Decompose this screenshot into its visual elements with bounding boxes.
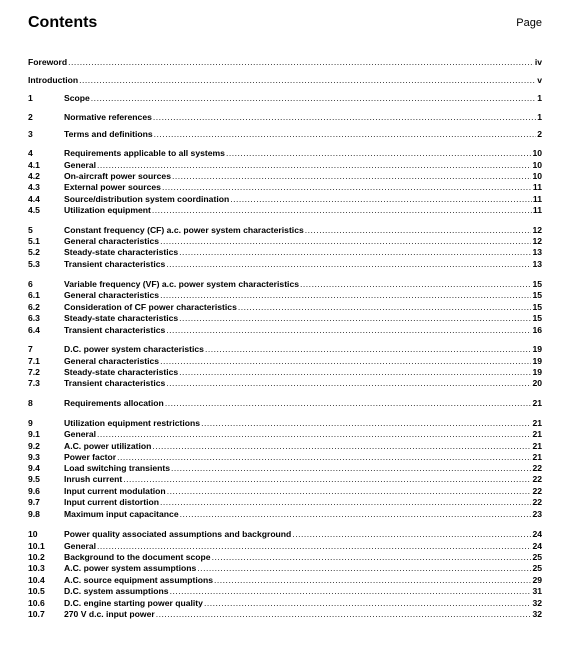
toc-entry-title: Terms and definitions <box>64 129 153 139</box>
dot-leader <box>165 398 532 408</box>
dot-leader <box>167 486 532 496</box>
toc-entry-page-number: 13 <box>532 259 542 269</box>
toc-entry-page-number: 21 <box>532 441 542 451</box>
dot-leader <box>201 418 531 428</box>
toc-entry-page-number: 11 <box>532 182 542 192</box>
toc-entry-title: D.C. system assumptions <box>64 586 169 596</box>
toc-entry-page-number: 10 <box>532 148 542 158</box>
toc-entry[interactable] <box>28 586 542 596</box>
toc-entry[interactable] <box>28 75 542 85</box>
dot-leader <box>230 194 532 204</box>
toc-entry-page-number: 31 <box>532 586 542 596</box>
toc-entry[interactable] <box>28 93 542 103</box>
toc-entry-page-number: 2 <box>537 129 542 139</box>
toc-entry-title: Steady-state characteristics <box>64 247 179 257</box>
dot-leader <box>91 93 536 103</box>
toc-entry-title: Utilization equipment <box>64 205 151 215</box>
toc-entry[interactable] <box>28 148 542 158</box>
toc-entry[interactable] <box>28 182 542 192</box>
dot-leader <box>79 75 536 85</box>
toc-entry-number: 4.4 <box>28 194 40 204</box>
toc-entry-number: 7.1 <box>28 356 40 366</box>
toc-entry[interactable] <box>28 452 542 462</box>
toc-entry-number: 10.3 <box>28 563 45 573</box>
dot-leader <box>166 378 531 388</box>
dot-leader <box>166 325 531 335</box>
toc-entry[interactable] <box>28 398 542 408</box>
toc-entry-title: Steady-state characteristics <box>64 367 179 377</box>
toc-entry-page-number: 15 <box>532 279 542 289</box>
toc-entry-number: 7 <box>28 344 33 354</box>
toc-entry-title: D.C. power system characteristics <box>64 344 204 354</box>
toc-entry-page-number: 12 <box>532 225 542 235</box>
toc-entry[interactable] <box>28 563 542 573</box>
dot-leader <box>117 452 531 462</box>
toc-entry-number: 10.4 <box>28 575 45 585</box>
toc-entry-page-number: iv <box>534 57 542 67</box>
toc-entry-title: Transient characteristics <box>64 378 166 388</box>
dot-leader <box>179 313 531 323</box>
toc-entry-page-number: 21 <box>532 418 542 428</box>
toc-entry-page-number: 23 <box>532 509 542 519</box>
toc-entry-page-number: 32 <box>532 609 542 619</box>
toc-entry[interactable] <box>28 356 542 366</box>
toc-entry[interactable] <box>28 367 542 377</box>
toc-entry-page-number: 12 <box>532 236 542 246</box>
toc-entry-number: 9.7 <box>28 497 40 507</box>
toc-entry-number: 4 <box>28 148 33 158</box>
toc-entry-page-number: 16 <box>532 325 542 335</box>
toc-entry-number: 4.2 <box>28 171 40 181</box>
dot-leader <box>212 552 532 562</box>
dot-leader <box>156 609 532 619</box>
toc-entry-title: Power factor <box>64 452 117 462</box>
page-column-label: Page <box>516 17 542 29</box>
toc-entry[interactable] <box>28 112 542 122</box>
toc-entry-number: 4.5 <box>28 205 40 215</box>
toc-entry-title: Maximum input capacitance <box>64 509 179 519</box>
toc-entry-page-number: 11 <box>532 194 542 204</box>
toc-entry[interactable] <box>28 225 542 235</box>
toc-entry-title: External power sources <box>64 182 161 192</box>
toc-entry-title: Scope <box>64 93 90 103</box>
toc-entry-page-number: 22 <box>532 463 542 473</box>
toc-entry[interactable] <box>28 247 542 257</box>
toc-entry-page-number: 15 <box>532 313 542 323</box>
toc-entry-title: Transient characteristics <box>64 259 166 269</box>
toc-entry-number: 9.4 <box>28 463 40 473</box>
toc-entry-number: 6.2 <box>28 302 40 312</box>
toc-entry-number: 4.3 <box>28 182 40 192</box>
toc-entry-number: 9.6 <box>28 486 40 496</box>
dot-leader <box>197 563 531 573</box>
toc-entry-title: Inrush current <box>64 474 123 484</box>
toc-entry-number: 9 <box>28 418 33 428</box>
toc-entry-title: Transient characteristics <box>64 325 166 335</box>
toc-entry-title: General characteristics <box>64 356 160 366</box>
toc-entry-title: Requirements applicable to all systems <box>64 148 225 158</box>
toc-entry-number: 10 <box>28 529 38 539</box>
dot-leader <box>160 236 531 246</box>
toc-entry[interactable] <box>28 313 542 323</box>
toc-entry-title: Background to the document scope <box>64 552 211 562</box>
toc-entry[interactable] <box>28 575 542 585</box>
toc-entry[interactable] <box>28 290 542 300</box>
toc-entry-title: A.C. power utilization <box>64 441 152 451</box>
toc-entry-page-number: 11 <box>532 205 542 215</box>
toc-entry-page-number: 21 <box>532 398 542 408</box>
page-title: Contents <box>28 14 98 31</box>
toc-entry-page-number: 22 <box>532 486 542 496</box>
toc-entry-title: Constant frequency (CF) a.c. power system characteristics <box>64 225 304 235</box>
toc-entry-number: 6.4 <box>28 325 40 335</box>
toc-entry-page-number: 25 <box>532 563 542 573</box>
dot-leader <box>152 205 532 215</box>
dot-leader <box>160 497 531 507</box>
dot-leader <box>123 474 531 484</box>
toc-entry[interactable] <box>28 529 542 539</box>
toc-entry[interactable] <box>28 609 542 619</box>
toc-entry-title: General <box>64 541 97 551</box>
toc-entry[interactable] <box>28 57 542 67</box>
toc-entry-title: General characteristics <box>64 236 160 246</box>
dot-leader <box>305 225 532 235</box>
toc-entry[interactable] <box>28 497 542 507</box>
dot-leader <box>166 259 531 269</box>
toc-entry-page-number: 21 <box>532 429 542 439</box>
toc-entry-title: Requirements allocation <box>64 398 164 408</box>
toc-entry-number: 5.1 <box>28 236 40 246</box>
toc-entry-number: 2 <box>28 112 33 122</box>
toc-entry-number: 8 <box>28 398 33 408</box>
toc-entry-title: Input current distortion <box>64 497 160 507</box>
dot-leader <box>226 148 531 158</box>
dot-leader <box>204 598 531 608</box>
toc-entry-number: 10.1 <box>28 541 45 551</box>
toc-entry-page-number: 19 <box>532 367 542 377</box>
toc-entry-number: 4.1 <box>28 160 40 170</box>
toc-entry-title: Foreword <box>28 57 68 67</box>
dot-leader <box>97 429 531 439</box>
toc-entry-number: 9.5 <box>28 474 40 484</box>
dot-leader <box>292 529 531 539</box>
dot-leader <box>170 586 532 596</box>
toc-entry-page-number: v <box>537 75 542 85</box>
toc-entry-number: 10.2 <box>28 552 45 562</box>
toc-entry-number: 7.3 <box>28 378 40 388</box>
toc-entry-title: A.C. source equipment assumptions <box>64 575 213 585</box>
toc-entry[interactable] <box>28 509 542 519</box>
toc-entry-page-number: 22 <box>532 474 542 484</box>
toc-entry[interactable] <box>28 344 542 354</box>
toc-entry[interactable] <box>28 129 542 139</box>
dot-leader <box>179 367 531 377</box>
toc-entry-page-number: 24 <box>532 541 542 551</box>
toc-entry-title: D.C. engine starting power quality <box>64 598 203 608</box>
toc-entry-title: General characteristics <box>64 290 160 300</box>
toc-entry-number: 5.2 <box>28 247 40 257</box>
dot-leader <box>160 356 531 366</box>
toc-entry-number: 9.1 <box>28 429 40 439</box>
toc-entry-page-number: 21 <box>532 452 542 462</box>
dot-leader <box>205 344 531 354</box>
toc-entry-number: 9.3 <box>28 452 40 462</box>
toc-entry-number: 10.5 <box>28 586 45 596</box>
dot-leader <box>180 509 532 519</box>
toc-entry-page-number: 20 <box>532 378 542 388</box>
toc-entry[interactable] <box>28 259 542 269</box>
dot-leader <box>97 541 531 551</box>
toc-entry-page-number: 24 <box>532 529 542 539</box>
toc-entry-page-number: 22 <box>532 497 542 507</box>
dot-leader <box>68 57 534 67</box>
toc-entry-title: On-aircraft power sources <box>64 171 171 181</box>
toc-entry-number: 1 <box>28 93 33 103</box>
dot-leader <box>160 290 531 300</box>
toc-entry[interactable] <box>28 378 542 388</box>
toc-entry-page-number: 29 <box>532 575 542 585</box>
toc-entry[interactable] <box>28 160 542 170</box>
toc-entry-page-number: 10 <box>532 171 542 181</box>
toc-entry-number: 3 <box>28 129 33 139</box>
toc-entry-number: 6.1 <box>28 290 40 300</box>
toc-entry-page-number: 19 <box>532 356 542 366</box>
toc-entry-number: 9.2 <box>28 441 40 451</box>
toc-entry[interactable] <box>28 325 542 335</box>
toc-entry-number: 10.6 <box>28 598 45 608</box>
toc-entry-page-number: 32 <box>532 598 542 608</box>
toc-entry-page-number: 15 <box>532 302 542 312</box>
toc-entry[interactable] <box>28 418 542 428</box>
toc-entry-number: 7.2 <box>28 367 40 377</box>
dot-leader <box>214 575 531 585</box>
toc-entry[interactable] <box>28 171 542 181</box>
toc-entry-title: Power quality associated assumptions and background <box>64 529 292 539</box>
toc-entry-title: Consideration of CF power characteristics <box>64 302 237 312</box>
toc-entry-number: 9.8 <box>28 509 40 519</box>
toc-entry-page-number: 10 <box>532 160 542 170</box>
toc-entry-page-number: 1 <box>537 93 542 103</box>
toc-entry[interactable] <box>28 279 542 289</box>
toc-entry-title: Utilization equipment restrictions <box>64 418 201 428</box>
toc-entry[interactable] <box>28 486 542 496</box>
toc-entry-title: Variable frequency (VF) a.c. power system characteristics <box>64 279 300 289</box>
toc-entry[interactable] <box>28 429 542 439</box>
dot-leader <box>152 441 531 451</box>
toc-entry-number: 10.7 <box>28 609 45 619</box>
toc-entry-page-number: 13 <box>532 247 542 257</box>
dot-leader <box>179 247 531 257</box>
dot-leader <box>238 302 532 312</box>
toc-entry-title: A.C. power system assumptions <box>64 563 197 573</box>
dot-leader <box>162 182 532 192</box>
toc-entry[interactable] <box>28 194 542 204</box>
dot-leader <box>153 112 536 122</box>
dot-leader <box>171 463 531 473</box>
toc-entry-number: 6 <box>28 279 33 289</box>
toc-entry-title: Source/distribution system coordination <box>64 194 230 204</box>
toc-entry[interactable] <box>28 598 542 608</box>
toc-entry[interactable] <box>28 552 542 562</box>
toc-entry-page-number: 25 <box>532 552 542 562</box>
toc-entry-number: 5 <box>28 225 33 235</box>
toc-entry[interactable] <box>28 236 542 246</box>
dot-leader <box>300 279 531 289</box>
dot-leader <box>154 129 537 139</box>
toc-entry-page-number: 19 <box>532 344 542 354</box>
dot-leader <box>172 171 531 181</box>
toc-entry[interactable] <box>28 463 542 473</box>
toc-entry-number: 5.3 <box>28 259 40 269</box>
toc-entry-title: Steady-state characteristics <box>64 313 179 323</box>
toc-entry[interactable] <box>28 302 542 312</box>
toc-entry-title: Input current modulation <box>64 486 166 496</box>
toc-entry-title: General <box>64 429 97 439</box>
toc-entry-number: 6.3 <box>28 313 40 323</box>
toc-entry-title: Normative references <box>64 112 152 122</box>
toc-entry[interactable] <box>28 541 542 551</box>
toc-entry-title: 270 V d.c. input power <box>64 609 155 619</box>
dot-leader <box>97 160 531 170</box>
toc-entry[interactable] <box>28 205 542 215</box>
toc-entry-title: Load switching transients <box>64 463 171 473</box>
toc-entry[interactable] <box>28 474 542 484</box>
toc-entry-title: General <box>64 160 97 170</box>
toc-entry-title: Introduction <box>28 75 79 85</box>
toc-entry-page-number: 15 <box>532 290 542 300</box>
toc-entry-page-number: 1 <box>537 112 542 122</box>
toc-entry[interactable] <box>28 441 542 451</box>
